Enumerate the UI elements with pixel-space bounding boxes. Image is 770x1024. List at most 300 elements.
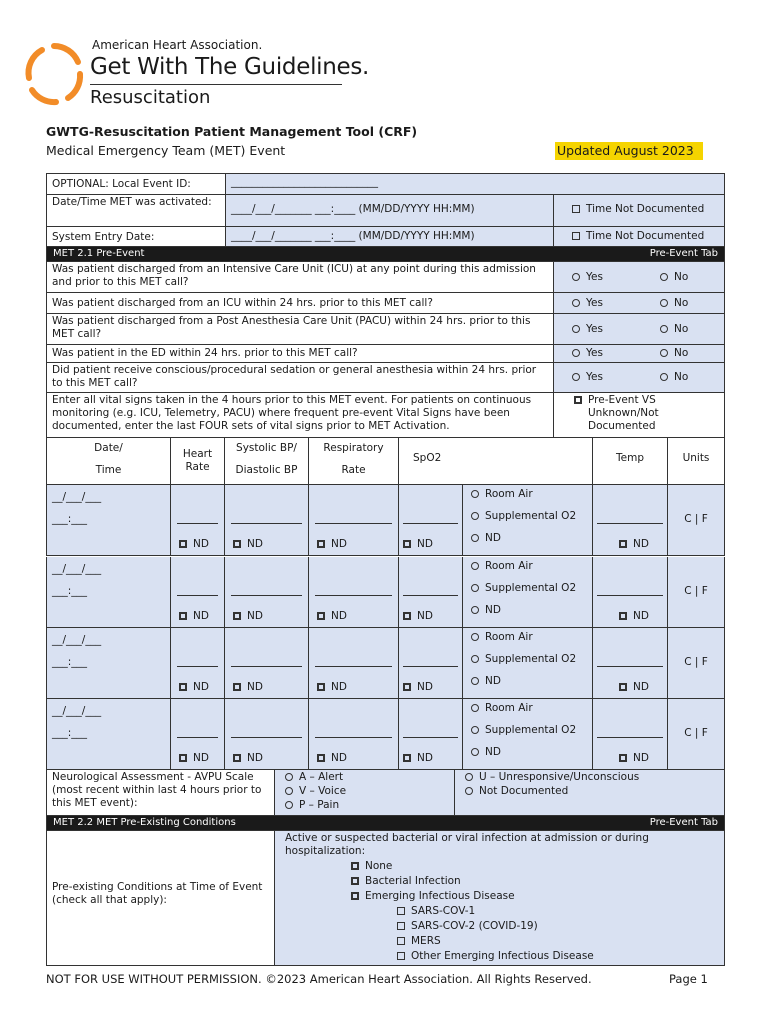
radio-icon (471, 534, 479, 542)
radio-icon (471, 584, 479, 592)
bp-input-line (231, 737, 302, 738)
nd-label: ND (485, 746, 501, 758)
radio-icon (660, 299, 668, 307)
checkbox-icon (179, 612, 187, 620)
no-option[interactable] (660, 323, 688, 336)
radio-icon (471, 490, 479, 498)
nd-label: ND (331, 752, 347, 764)
nd-label: ND (485, 675, 501, 687)
neuro-row (46, 770, 725, 816)
nd-label: ND (417, 610, 433, 622)
checkbox-icon (317, 612, 325, 620)
vitals-datetime-cell[interactable] (47, 699, 171, 769)
brand-divider (90, 84, 342, 85)
nd-label: ND (331, 538, 347, 550)
question-row (46, 363, 725, 393)
bp-nd-option[interactable] (233, 681, 263, 694)
temp-cell[interactable] (593, 699, 668, 769)
checkbox-icon (233, 754, 241, 762)
room-air-label: Room Air (485, 488, 533, 500)
units-value: C | F (684, 727, 708, 739)
nd-label: ND (633, 538, 649, 550)
rr-cell[interactable] (309, 628, 399, 698)
bp-nd-option[interactable] (233, 538, 263, 551)
yes-no-options (554, 293, 724, 313)
page-number: Page 1 (669, 972, 708, 986)
section-2-2-header (46, 816, 725, 831)
temp-cell[interactable] (593, 628, 668, 698)
vitals-row (46, 485, 725, 556)
datetime-row (46, 195, 725, 227)
vitals-datetime-cell[interactable] (47, 485, 171, 555)
question-row (46, 314, 725, 345)
radio-icon (471, 512, 479, 520)
local-event-value: ____________________________ (231, 176, 378, 188)
room-air-option[interactable] (471, 488, 587, 501)
yes-label: Yes (586, 271, 603, 283)
opt-sars1[interactable] (397, 905, 719, 918)
product-name: Resuscitation (90, 87, 211, 108)
hr-input-line (177, 595, 218, 596)
no-label: No (674, 347, 689, 359)
vitals-unknown-label: Pre-Event VS Unknown/Not Documented (588, 394, 659, 432)
radio-icon (471, 633, 479, 641)
vitals-instruction-row (46, 393, 725, 438)
bp-header-line2: Diastolic BP (235, 464, 298, 476)
hr-nd-option[interactable] (179, 538, 209, 551)
spo2-nd-option[interactable] (403, 752, 433, 765)
question-row (46, 262, 725, 293)
opt-sars1-label: SARS-COV-1 (411, 905, 476, 917)
checkbox-icon (397, 952, 405, 960)
date-blank: __/___/___ (52, 491, 102, 503)
radio-icon (471, 655, 479, 663)
checkbox-icon (317, 540, 325, 548)
spo2-source-nd-option[interactable] (471, 675, 587, 688)
spo2-nd-option[interactable] (403, 610, 433, 623)
bp-header-line1: Systolic BP/ (236, 442, 297, 454)
spo2-source-nd-option[interactable] (471, 604, 587, 617)
checkbox-icon (179, 683, 187, 691)
checkbox-icon (233, 612, 241, 620)
hr-input-line (177, 737, 218, 738)
checkbox-icon (351, 892, 359, 900)
question-text: Was patient discharged from an Intensive Care Unit (ICU) at any point during this admission and prior to this MET call? (47, 262, 554, 292)
rr-cell[interactable] (309, 485, 399, 555)
no-option[interactable] (660, 271, 688, 284)
radio-icon (471, 704, 479, 712)
yes-option[interactable] (572, 347, 603, 360)
nd-label: ND (417, 752, 433, 764)
radio-icon (285, 801, 293, 809)
supp-o2-option[interactable] (471, 724, 587, 737)
units-value: C | F (684, 585, 708, 597)
spo2-header: SpO2 (399, 438, 593, 484)
hr-header-line1: Heart (182, 448, 213, 460)
avpu-u-label: U – Unresponsive/Unconscious (479, 771, 640, 783)
hr-input-line (177, 666, 218, 667)
radio-icon (572, 373, 580, 381)
org-name: American Heart Association. (92, 38, 263, 52)
rr-header (309, 438, 399, 484)
hr-nd-option[interactable] (179, 752, 209, 765)
vitals-unknown-option[interactable] (554, 393, 724, 437)
yes-label: Yes (586, 371, 603, 383)
checkbox-icon (574, 396, 582, 404)
entry-date-row (46, 227, 725, 247)
avpu-a-option[interactable] (285, 771, 449, 784)
nd-label: ND (193, 610, 209, 622)
checkbox-icon (317, 683, 325, 691)
checkbox-icon (397, 907, 405, 915)
local-event-label: OPTIONAL: Local Event ID: (47, 174, 226, 194)
nd-label: ND (247, 681, 263, 693)
entry-not-doc-option[interactable] (554, 227, 724, 246)
date-header: Date/ (94, 442, 123, 454)
spo2-input-line (403, 666, 458, 667)
yes-option[interactable] (572, 323, 603, 336)
supp-o2-label: Supplemental O2 (485, 653, 577, 665)
section-2-1-title: MET 2.1 Pre-Event (53, 248, 145, 259)
units-value: C | F (684, 513, 708, 525)
gwtg-logo-icon (24, 40, 84, 110)
room-air-option[interactable] (471, 631, 587, 644)
radio-icon (471, 726, 479, 734)
bp-nd-option[interactable] (233, 610, 263, 623)
supp-o2-option[interactable] (471, 510, 587, 523)
checkbox-icon (619, 683, 627, 691)
bp-input-line (231, 666, 302, 667)
avpu-v-option[interactable] (285, 785, 449, 798)
yes-no-options (554, 345, 724, 362)
checkbox-icon (619, 754, 627, 762)
radio-icon (660, 325, 668, 333)
question-text: Did patient receive conscious/procedural sedation or general anesthesia within 24 hrs. prior to this MET call? (47, 363, 554, 392)
time-not-doc-option[interactable] (554, 195, 724, 226)
yes-label: Yes (586, 347, 603, 359)
no-label: No (674, 371, 689, 383)
spo2-input-line (403, 595, 458, 596)
checkbox-icon (317, 754, 325, 762)
vitals-row (46, 557, 725, 628)
units-cell[interactable] (668, 628, 724, 698)
radio-icon (660, 273, 668, 281)
datetime-label: Date/Time MET was activated: (47, 195, 226, 226)
yes-no-options (554, 314, 724, 344)
nd-label: ND (331, 610, 347, 622)
radio-icon (465, 787, 473, 795)
spo2-input-line (403, 523, 458, 524)
supp-o2-label: Supplemental O2 (485, 724, 577, 736)
opt-bacterial-label: Bacterial Infection (365, 875, 461, 887)
nd-label: ND (633, 610, 649, 622)
bp-input-line (231, 595, 302, 596)
avpu-nd-label: Not Documented (479, 785, 569, 797)
yes-no-options (554, 262, 724, 292)
vitals-row (46, 628, 725, 699)
radio-icon (471, 606, 479, 614)
rr-cell[interactable] (309, 557, 399, 627)
avpu-u-option[interactable] (465, 771, 719, 784)
preexisting-row (46, 831, 725, 966)
date-blank: __/___/___ (52, 634, 102, 646)
nd-label: ND (485, 532, 501, 544)
entry-date-value: ____/___/_______ ___:____ (MM/DD/YYYY HH:MM) (231, 230, 475, 242)
time-blank: ___:___ (52, 513, 88, 525)
time-blank: ___:___ (52, 585, 88, 597)
rr-nd-option[interactable] (317, 681, 347, 694)
spo2-source-cell (463, 628, 593, 698)
vitals-datetime-cell[interactable] (47, 628, 171, 698)
spo2-value-cell[interactable] (399, 485, 463, 555)
supp-o2-option[interactable] (471, 582, 587, 595)
avpu-v-label: V – Voice (299, 785, 347, 797)
nd-label: ND (247, 610, 263, 622)
date-blank: __/___/___ (52, 705, 102, 717)
yes-no-options (554, 363, 724, 392)
units-cell[interactable] (668, 699, 724, 769)
checkbox-icon (397, 937, 405, 945)
room-air-label: Room Air (485, 702, 533, 714)
datetime-value: ____/___/_______ ___:____ (MM/DD/YYYY HH:MM) (231, 203, 475, 215)
rr-nd-option[interactable] (317, 752, 347, 765)
spo2-nd-option[interactable] (403, 681, 433, 694)
avpu-nd-option[interactable] (465, 785, 719, 798)
supp-o2-label: Supplemental O2 (485, 582, 577, 594)
spo2-source-cell (463, 485, 593, 555)
bp-cell[interactable] (225, 699, 309, 769)
radio-icon (471, 562, 479, 570)
no-option[interactable] (660, 371, 688, 384)
hr-nd-option[interactable] (179, 610, 209, 623)
checkbox-icon (403, 754, 411, 762)
spo2-source-nd-option[interactable] (471, 532, 587, 545)
yes-label: Yes (586, 323, 603, 335)
radio-icon (572, 299, 580, 307)
question-row (46, 293, 725, 314)
brand-name: Get With The Guidelines. (90, 54, 370, 80)
vitals-row (46, 699, 725, 770)
time-blank: ___:___ (52, 656, 88, 668)
date-blank: __/___/___ (52, 563, 102, 575)
local-event-row (46, 173, 725, 195)
footer-notice: NOT FOR USE WITHOUT PERMISSION. ©2023 American Heart Association. All Rights Reserved. (46, 972, 592, 986)
checkbox-icon (619, 540, 627, 548)
datetime-field[interactable] (226, 195, 554, 226)
question-text: Was patient discharged from an ICU within 24 hrs. prior to this MET call? (47, 293, 554, 313)
temp-nd-option[interactable] (619, 752, 649, 765)
nd-label: ND (247, 752, 263, 764)
temp-input-line (597, 523, 663, 524)
hr-cell[interactable] (171, 557, 225, 627)
radio-icon (465, 773, 473, 781)
room-air-option[interactable] (471, 560, 587, 573)
rr-input-line (315, 737, 392, 738)
infection-question: Active or suspected bacterial or viral infection at admission or during hospitalization: (285, 832, 649, 857)
avpu-p-option[interactable] (285, 799, 449, 812)
vitals-header-row (46, 438, 725, 485)
opt-emerging-label: Emerging Infectious Disease (365, 890, 515, 902)
hr-nd-option[interactable] (179, 681, 209, 694)
opt-none-label: None (365, 860, 393, 872)
radio-icon (572, 325, 580, 333)
checkbox-icon (179, 540, 187, 548)
avpu-options-1 (275, 770, 455, 815)
opt-emerging[interactable] (351, 890, 719, 903)
units-value: C | F (684, 656, 708, 668)
nd-label: ND (485, 604, 501, 616)
date-time-header (47, 438, 171, 484)
supp-o2-option[interactable] (471, 653, 587, 666)
spo2-source-cell (463, 557, 593, 627)
radio-icon (471, 677, 479, 685)
bp-nd-option[interactable] (233, 752, 263, 765)
room-air-label: Room Air (485, 631, 533, 643)
hr-input-line (177, 523, 218, 524)
time-not-doc-label: Time Not Documented (586, 203, 705, 215)
nd-label: ND (193, 681, 209, 693)
no-label: No (674, 323, 689, 335)
checkbox-icon (351, 862, 359, 870)
hr-cell[interactable] (171, 485, 225, 555)
nd-label: ND (247, 538, 263, 550)
checkbox-icon (233, 540, 241, 548)
hr-cell[interactable] (171, 628, 225, 698)
checkbox-icon (403, 683, 411, 691)
local-event-field[interactable] (226, 174, 724, 194)
opt-other[interactable] (397, 950, 719, 963)
units-header: Units (682, 452, 710, 464)
entry-date-field[interactable] (226, 227, 554, 246)
no-option[interactable] (660, 297, 688, 310)
nd-label: ND (193, 538, 209, 550)
bp-cell[interactable] (225, 557, 309, 627)
spo2-value-cell[interactable] (399, 628, 463, 698)
rr-input-line (315, 595, 392, 596)
radio-icon (471, 748, 479, 756)
nd-label: ND (417, 681, 433, 693)
spo2-source-cell (463, 699, 593, 769)
avpu-p-label: P – Pain (299, 799, 340, 811)
checkbox-icon (397, 922, 405, 930)
units-cell[interactable] (668, 557, 724, 627)
avpu-options-2 (455, 770, 724, 815)
bp-cell[interactable] (225, 485, 309, 555)
rr-nd-option[interactable] (317, 610, 347, 623)
preexisting-label: Pre-existing Conditions at Time of Event (check all that apply): (47, 831, 275, 965)
bp-header (225, 438, 309, 484)
radio-icon (572, 273, 580, 281)
radio-icon (660, 349, 668, 357)
form-subtitle: Medical Emergency Team (MET) Event (46, 143, 286, 158)
rr-input-line (315, 523, 392, 524)
checkbox-icon (351, 877, 359, 885)
temp-nd-option[interactable] (619, 681, 649, 694)
spo2-source-nd-option[interactable] (471, 746, 587, 759)
temp-input-line (597, 595, 663, 596)
temp-input-line (597, 666, 663, 667)
checkbox-icon (572, 232, 580, 240)
entry-date-label: System Entry Date: (47, 227, 226, 246)
opt-mers[interactable] (397, 935, 719, 948)
yes-option[interactable] (572, 371, 603, 384)
vitals-instruction: Enter all vital signs taken in the 4 hours prior to this MET event. For patients on continuous monitoring (e.g. ICU, Telemetry, PACU) where frequent pre-event Vital Signs have been documented, enter the last FOUR sets of vital signs prior to MET Activation. (47, 393, 554, 437)
checkbox-icon (619, 612, 627, 620)
temp-nd-option[interactable] (619, 538, 649, 551)
no-label: No (674, 297, 689, 309)
avpu-a-label: A – Alert (299, 771, 344, 783)
yes-option[interactable] (572, 271, 603, 284)
temp-input-line (597, 737, 663, 738)
opt-bacterial[interactable] (351, 875, 719, 888)
nd-label: ND (193, 752, 209, 764)
rr-input-line (315, 666, 392, 667)
opt-other-label: Other Emerging Infectious Disease (411, 950, 594, 962)
yes-label: Yes (586, 297, 603, 309)
checkbox-icon (403, 612, 411, 620)
spo2-value-cell[interactable] (399, 699, 463, 769)
section-2-2-tab: Pre-Event Tab (649, 817, 718, 828)
time-blank: ___:___ (52, 727, 88, 739)
room-air-option[interactable] (471, 702, 587, 715)
spo2-value-cell[interactable] (399, 557, 463, 627)
units-cell[interactable] (668, 485, 724, 555)
updated-badge: Updated August 2023 (555, 142, 703, 160)
rr-nd-option[interactable] (317, 538, 347, 551)
bp-input-line (231, 523, 302, 524)
entry-not-doc-label: Time Not Documented (586, 230, 705, 242)
form-title: GWTG-Resuscitation Patient Management Tool (CRF) (46, 124, 418, 139)
no-label: No (674, 271, 689, 283)
nd-label: ND (633, 752, 649, 764)
temp-cell[interactable] (593, 557, 668, 627)
vitals-datetime-cell[interactable] (47, 557, 171, 627)
radio-icon (285, 773, 293, 781)
opt-mers-label: MERS (411, 935, 441, 947)
temp-nd-option[interactable] (619, 610, 649, 623)
yes-option[interactable] (572, 297, 603, 310)
temp-cell[interactable] (593, 485, 668, 555)
infection-options (275, 831, 724, 965)
temp-header: Temp (593, 438, 668, 484)
room-air-label: Room Air (485, 560, 533, 572)
question-row (46, 345, 725, 363)
nd-label: ND (633, 681, 649, 693)
section-2-1-header (46, 247, 725, 262)
rr-header-line1: Respiratory (323, 442, 384, 454)
nd-label: ND (417, 538, 433, 550)
hr-header (171, 438, 225, 484)
checkbox-icon (403, 540, 411, 548)
opt-sars2-label: SARS-COV-2 (COVID-19) (411, 920, 538, 932)
spo2-input-line (403, 737, 458, 738)
nd-label: ND (331, 681, 347, 693)
section-2-1-tab: Pre-Event Tab (649, 248, 718, 259)
spo2-nd-option[interactable] (403, 538, 433, 551)
opt-none[interactable] (351, 860, 719, 873)
section-2-2-title: MET 2.2 MET Pre-Existing Conditions (53, 817, 236, 828)
question-text: Was patient in the ED within 24 hrs. prior to this MET call? (47, 345, 554, 362)
checkbox-icon (572, 205, 580, 213)
rr-cell[interactable] (309, 699, 399, 769)
supp-o2-label: Supplemental O2 (485, 510, 577, 522)
radio-icon (285, 787, 293, 795)
bp-cell[interactable] (225, 628, 309, 698)
hr-cell[interactable] (171, 699, 225, 769)
no-option[interactable] (660, 347, 688, 360)
opt-sars2[interactable] (397, 920, 719, 933)
checkbox-icon (233, 683, 241, 691)
